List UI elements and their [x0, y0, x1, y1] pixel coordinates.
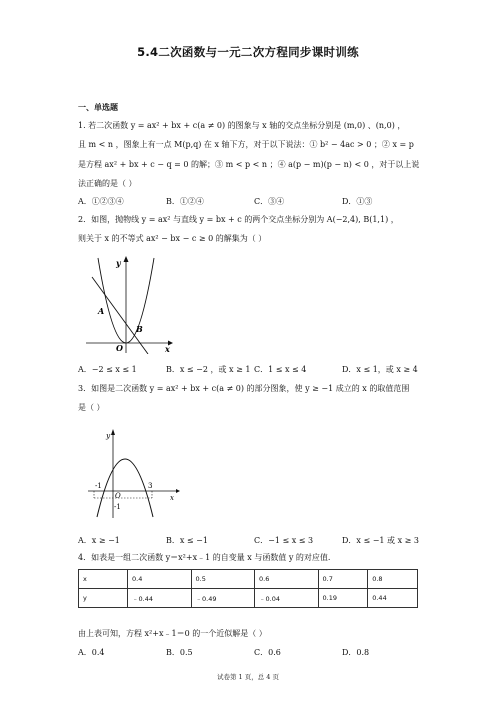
- q2-option-c[interactable]: C．1 ≤ x ≤ 4: [254, 365, 307, 374]
- q4-line-1: 4．如表是一组二次函数 y＝x²+x﹣1 的自变量 x 与函数值 y 的对应值.: [78, 553, 331, 562]
- q1-option-d[interactable]: D．①③: [342, 197, 373, 206]
- q3-fig-origin: O: [115, 492, 121, 500]
- q3-fig-neg1-x: -1: [95, 482, 102, 490]
- table-row-y: [79, 589, 418, 608]
- table-cell: 0.8: [368, 570, 418, 589]
- table-cell: x: [79, 570, 128, 589]
- q1-line-1: 1. 若二次函数 y = ax² + bx + c(a ≠ 0) 的图象与 x 轴的交点坐标分别是 (m,0) 、(n,0) ，: [78, 121, 406, 130]
- q1-option-b[interactable]: B．①②④: [166, 197, 204, 206]
- q1-option-a[interactable]: A．①②③④: [78, 197, 124, 206]
- q4-option-c[interactable]: C．0.6: [254, 648, 281, 657]
- q2-fig-origin: O: [116, 343, 123, 353]
- q2-fig-point-b: B: [136, 324, 143, 334]
- q2-fig-y-label: y: [116, 258, 121, 268]
- q4-option-a[interactable]: A．0.4: [78, 648, 105, 657]
- table-cell: ﹣0.44: [128, 589, 192, 608]
- page-title: 5.4二次函数与一元二次方程同步课时训练: [137, 45, 359, 59]
- q3-line-1: 3．如图是二次函数 y = ax² + bx + c(a ≠ 0) 的部分图象，使 y ≥ −1 成立的 x 的取值范围: [78, 384, 410, 393]
- q1-line-2: 且 m < n ，图象上有一点 M(p,q) 在 x 轴下方，对于以下说法：① b² − 4ac > 0 ；② x = p: [78, 140, 414, 149]
- q2-fig-x-label: x: [165, 344, 170, 354]
- table-cell: 0.5: [191, 570, 255, 589]
- q3-option-a[interactable]: A．x ≥ −1: [78, 536, 120, 545]
- q4-value-table: [78, 569, 418, 608]
- q3-option-c[interactable]: C．−1 ≤ x ≤ 3: [254, 536, 314, 545]
- q4-option-b[interactable]: B．0.5: [166, 648, 193, 657]
- q3-fig-neg1-y: -1: [114, 503, 121, 511]
- q3-fig-y-label: y: [106, 431, 111, 440]
- table-cell: 0.6: [255, 570, 319, 589]
- q2-option-a[interactable]: A．−2 ≤ x ≤ 1: [78, 365, 137, 374]
- table-cell: 0.19: [318, 589, 368, 608]
- q4-line-2: 由上表可知，方程 x²+x﹣1＝0 的一个近似解是（ ）: [78, 629, 267, 638]
- table-cell: 0.7: [318, 570, 368, 589]
- q2-figure: [82, 254, 174, 354]
- table-cell: 0.4: [128, 570, 192, 589]
- q3-option-d[interactable]: D．x ≤ −1 或 x ≥ 3: [342, 536, 419, 545]
- q1-option-c[interactable]: C．③④: [254, 197, 285, 206]
- table-cell: ﹣0.04: [255, 589, 319, 608]
- section-heading: 一、单选题: [78, 103, 118, 112]
- q3-figure: [84, 425, 184, 519]
- q3-line-2: 是（ ）: [78, 403, 105, 412]
- q1-line-3: 是方程 ax² + bx + c − q = 0 的解；③ m < p < n ；④ a(p − m)(p − n) < 0 ，对于以上说: [78, 160, 420, 169]
- q1-line-4: 法正确的是（ ）: [78, 179, 137, 188]
- q2-fig-point-a: A: [98, 306, 105, 316]
- table-cell: 0.44: [368, 589, 418, 608]
- q3-fig-x-label: x: [170, 494, 174, 502]
- q3-fig-three: 3: [148, 482, 153, 490]
- q3-option-b[interactable]: B．x ≤ −1: [166, 536, 208, 545]
- table-row-x: [79, 570, 418, 589]
- page-footer: 试卷第 1 页，总 4 页: [216, 673, 280, 681]
- q2-line-2: 则关于 x 的不等式 ax² − bx − c ≥ 0 的解集为（ ）: [78, 234, 267, 243]
- q4-option-d[interactable]: D．0.8: [342, 648, 370, 657]
- table-cell: y: [79, 589, 128, 608]
- q2-option-b[interactable]: B．x ≤ −2 ，或 x ≥ 1: [166, 365, 251, 374]
- q2-line-1: 2．如图，抛物线 y = ax² 与直线 y = bx + c 的两个交点坐标分别为 A(−2,4), B(1,1) ，: [78, 215, 399, 224]
- q2-option-d[interactable]: D．x ≤ 1，或 x ≥ 4: [342, 365, 418, 374]
- table-cell: ﹣0.49: [191, 589, 255, 608]
